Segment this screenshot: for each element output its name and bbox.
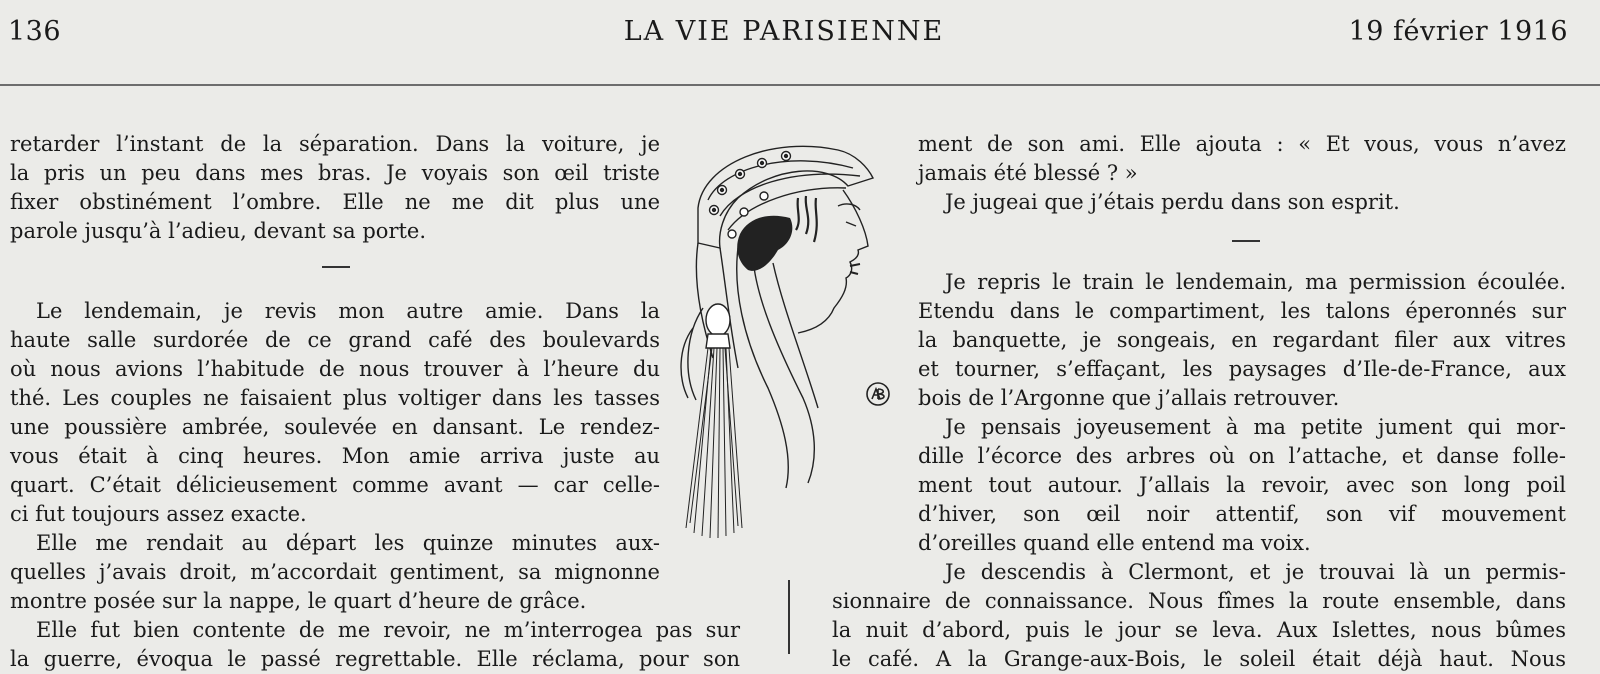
text-line: la guerre, évoqua le passé regrettable. Elle réclama, pour son: [10, 647, 740, 671]
header-rule: [0, 84, 1600, 86]
text-line: où nous avions l’habitude de nous trouver à l’heure du: [10, 357, 660, 381]
text-line: sionnaire de connaissance. Nous fîmes la route ensemble, dans: [832, 589, 1566, 613]
text-line: thé. Les couples ne faisaient plus voltiger dans les tasses: [10, 386, 660, 410]
text-line: Je descendis à Clermont, et je trouvai là un permis-: [945, 560, 1566, 584]
text-line: dille l’écorce des arbres où on l’attache, et danse folle-: [918, 444, 1566, 468]
text-line: le café. A la Grange-aux-Bois, le soleil était déjà haut. Nous: [832, 647, 1566, 671]
journal-title: LA VIE PARISIENNE: [623, 16, 945, 47]
page-header: [0, 0, 1600, 84]
text-line: Je repris le train le lendemain, ma permission écoulée.: [945, 270, 1566, 294]
text-line: une poussière ambrée, soulevée en dansant. Le rendez-: [10, 415, 660, 439]
section-dash: [322, 266, 350, 268]
text-line: bois de l’Argonne que j’allais retrouver.: [918, 386, 1340, 410]
text-line: jamais été blessé ? »: [918, 161, 1138, 185]
text-line: ment de son ami. Elle ajouta : « Et vous, vous n’avez: [918, 132, 1566, 156]
text-line: Le lendemain, je revis mon autre amie. Dans la: [36, 299, 660, 323]
column-divider: [788, 580, 790, 654]
text-line: Je pensais joyeusement à ma petite jument qui mor-: [945, 415, 1566, 439]
section-dash: [1232, 240, 1260, 242]
text-line: ci fut toujours assez exacte.: [10, 502, 307, 526]
text-line: la pris un peu dans mes bras. Je voyais son œil triste: [10, 161, 660, 185]
page-number: 136: [8, 16, 62, 47]
text-line: et tourner, s’effaçant, les paysages d’Ile-de-France, aux: [918, 357, 1566, 381]
artist-monogram-icon: [865, 381, 891, 407]
text-line: haute salle surdorée de ce grand café des boulevards: [10, 328, 660, 352]
text-line: fixer obstinément l’ombre. Elle ne me dit plus une: [10, 190, 660, 214]
text-line: la nuit d’abord, puis le jour se leva. Aux Islettes, nous bûmes: [832, 618, 1566, 642]
text-line: montre posée sur la nappe, le quart d’heure de grâce.: [10, 589, 587, 613]
text-line: Je jugeai que j’étais perdu dans son esprit.: [945, 190, 1400, 214]
woman-profile-illustration: [678, 138, 893, 550]
text-line: d’oreilles quand elle entend ma voix.: [918, 531, 1311, 555]
text-line: Elle me rendait au départ les quinze minutes aux-: [36, 531, 660, 555]
text-line: ment tout autour. J’allais la revoir, avec son long poil: [918, 473, 1566, 497]
text-line: quelles j’avais droit, m’accordait gentiment, sa mignonne: [10, 560, 660, 584]
text-line: Etendu dans le compartiment, les talons éperonnés sur: [918, 299, 1566, 323]
issue-date: 19 février 1916: [1348, 16, 1568, 47]
text-line: quart. C’était délicieusement comme avant — car celle-: [10, 473, 660, 497]
text-line: Elle fut bien contente de me revoir, ne m’interrogea pas sur: [36, 618, 740, 642]
text-line: parole jusqu’à l’adieu, devant sa porte.: [10, 219, 427, 243]
text-line: la banquette, je songeais, en regardant filer aux vitres: [918, 328, 1566, 352]
text-line: retarder l’instant de la séparation. Dans la voiture, je: [10, 132, 660, 156]
text-line: vous était à cinq heures. Mon amie arriva juste au: [10, 444, 660, 468]
text-line: d’hiver, son œil noir attentif, son vif mouvement: [918, 502, 1566, 526]
